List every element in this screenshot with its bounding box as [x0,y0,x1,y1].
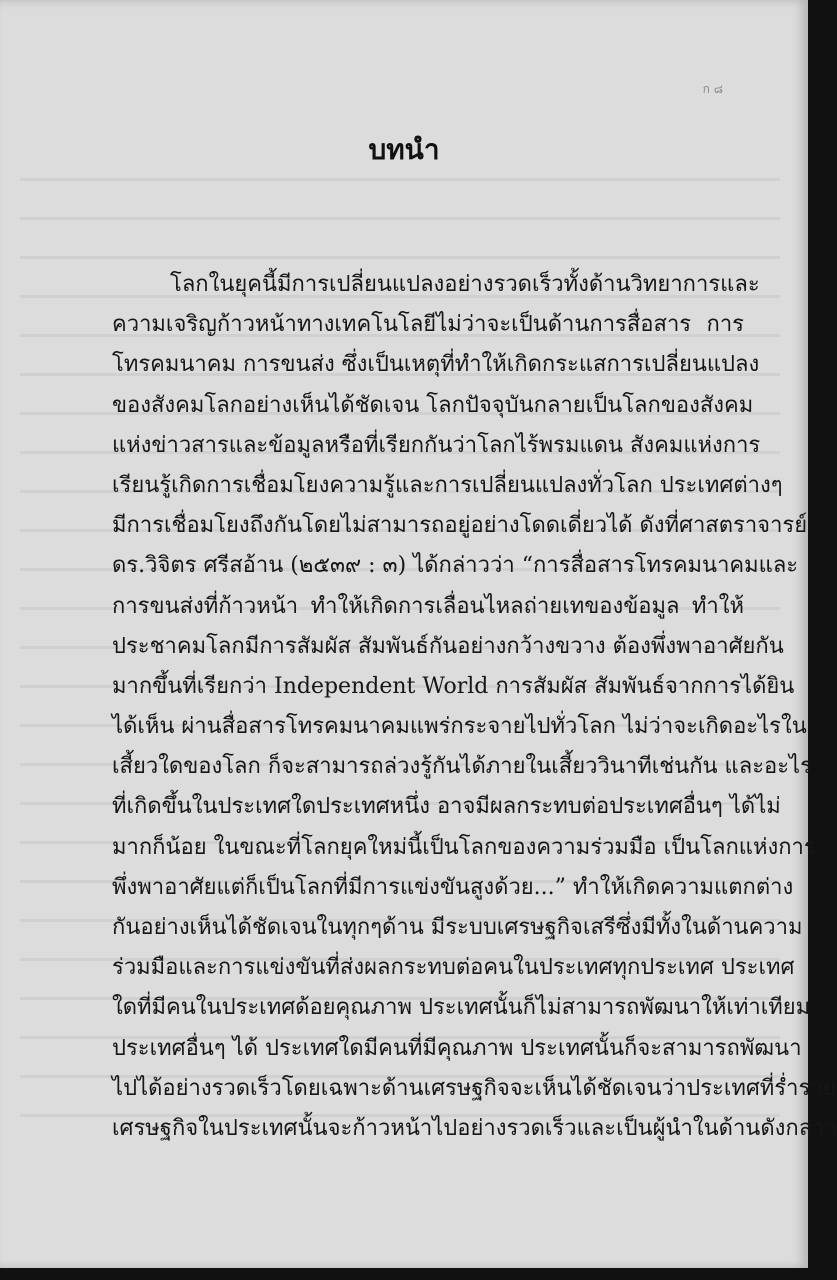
text-line: มากขึ้นที่เรียกว่า Independent World การสัมผัส สัมพันธ์จากการได้ยิน [112,673,795,699]
text-line: ของสังคมโลกอย่างเห็นได้ชัดเจน โลกปัจจุบันกลายเป็นโลกของสังคม [112,392,754,418]
text-line: ประชาคมโลกมีการสัมผัส สัมพันธ์กันอย่างกว้างขวาง ต้องพึ่งพาอาศัยกัน [112,633,784,659]
text-line: ดร.วิจิตร ศรีสอ้าน (๒๕๓๙ : ๓) ได้กล่าวว่า “การสื่อสารโทรคมนาคมและ [112,553,799,579]
text-line: ร่วมมือและการแข่งขันที่ส่งผลกระทบต่อคนในประเทศทุกประเทศ ประเทศ [112,955,795,981]
text-line: พึ่งพาอาศัยแต่ก็เป็นโลกที่มีการแข่งขันสูงด้วย...” ทำให้เกิดความแตกต่าง [112,874,794,900]
text-line: เศรษฐกิจในประเทศนั้นจะก้าวหน้าไปอย่างรวดเร็วและเป็นผู้นำในด้านดังกล่าว [112,1115,837,1141]
text-line: โลกในยุคนี้มีการเปลี่ยนแปลงอย่างรวดเร็วทั้งด้านวิทยาการและ [170,272,760,297]
text-line: การขนส่งที่ก้าวหน้า ทำให้เกิดการเลื่อนไหลถ่ายเทของข้อมูล ทำให้ [112,593,744,619]
text-line: มากก็น้อย ในขณะที่โลกยุคใหม่นี้เป็นโลกของความร่วมมือ เป็นโลกแห่งการ [112,834,816,860]
text-line: มีการเชื่อมโยงถึงกันโดยไม่สามารถอยู่อย่างโดดเดี่ยวได้ ดังที่ศาสตราจารย์ [112,513,808,539]
text-line: กันอย่างเห็นได้ชัดเจนในทุกๆด้าน มีระบบเศรษฐกิจเสรีซึ่งมีทั้งในด้านความ [112,915,803,940]
text-line: ที่เกิดขึ้นในประเทศใดประเทศหนึ่ง อาจมีผลกระทบต่อประเทศอื่นๆ ได้ไม่ [112,794,781,820]
text-line: ได้เห็น ผ่านสื่อสารโทรคมนาคมแพร่กระจายไปทั่วโลก ไม่ว่าจะเกิดอะไรใน [112,714,807,740]
page-title: บทนำ [368,133,440,166]
text-line: ไปได้อย่างรวดเร็วโดยเฉพาะด้านเศรษฐกิจจะเห็นได้ชัดเจนว่าประเทศที่ร่ำรวย [112,1075,836,1101]
text-line: ความเจริญก้าวหน้าทางเทคโนโลยีไม่ว่าจะเป็นด้านการสื่อสาร การ [112,312,744,338]
page-number: ก ๘ [702,82,723,96]
text-line: เรียนรู้เกิดการเชื่อมโยงความรู้และการเปลี่ยนแปลงทั่วโลก ประเทศต่างๆ [112,472,783,498]
body-paragraph [112,265,837,1149]
text-line: ใดที่มีคนในประเทศด้อยคุณภาพ ประเทศนั้นก็ไม่สามารถพัฒนาให้เท่าเทียม [112,995,811,1021]
text-line: โทรคมนาคม การขนส่ง ซึ่งเป็นเหตุที่ทำให้เกิดกระแสการเปลี่ยนแปลง [112,352,760,378]
text-line: เสี้ยวใดของโลก ก็จะสามารถล่วงรู้กันได้ภายในเสี้ยววินาทีเช่นกัน และอะไร [112,754,812,780]
text-line: แห่งข่าวสารและข้อมูลหรือที่เรียกกันว่าโลกไร้พรมแดน สังคมแห่งการ [112,432,761,458]
text-line: ประเทศอื่นๆ ได้ ประเทศใดมีคนที่มีคุณภาพ ประเทศนั้นก็จะสามารถพัฒนา [112,1035,802,1061]
